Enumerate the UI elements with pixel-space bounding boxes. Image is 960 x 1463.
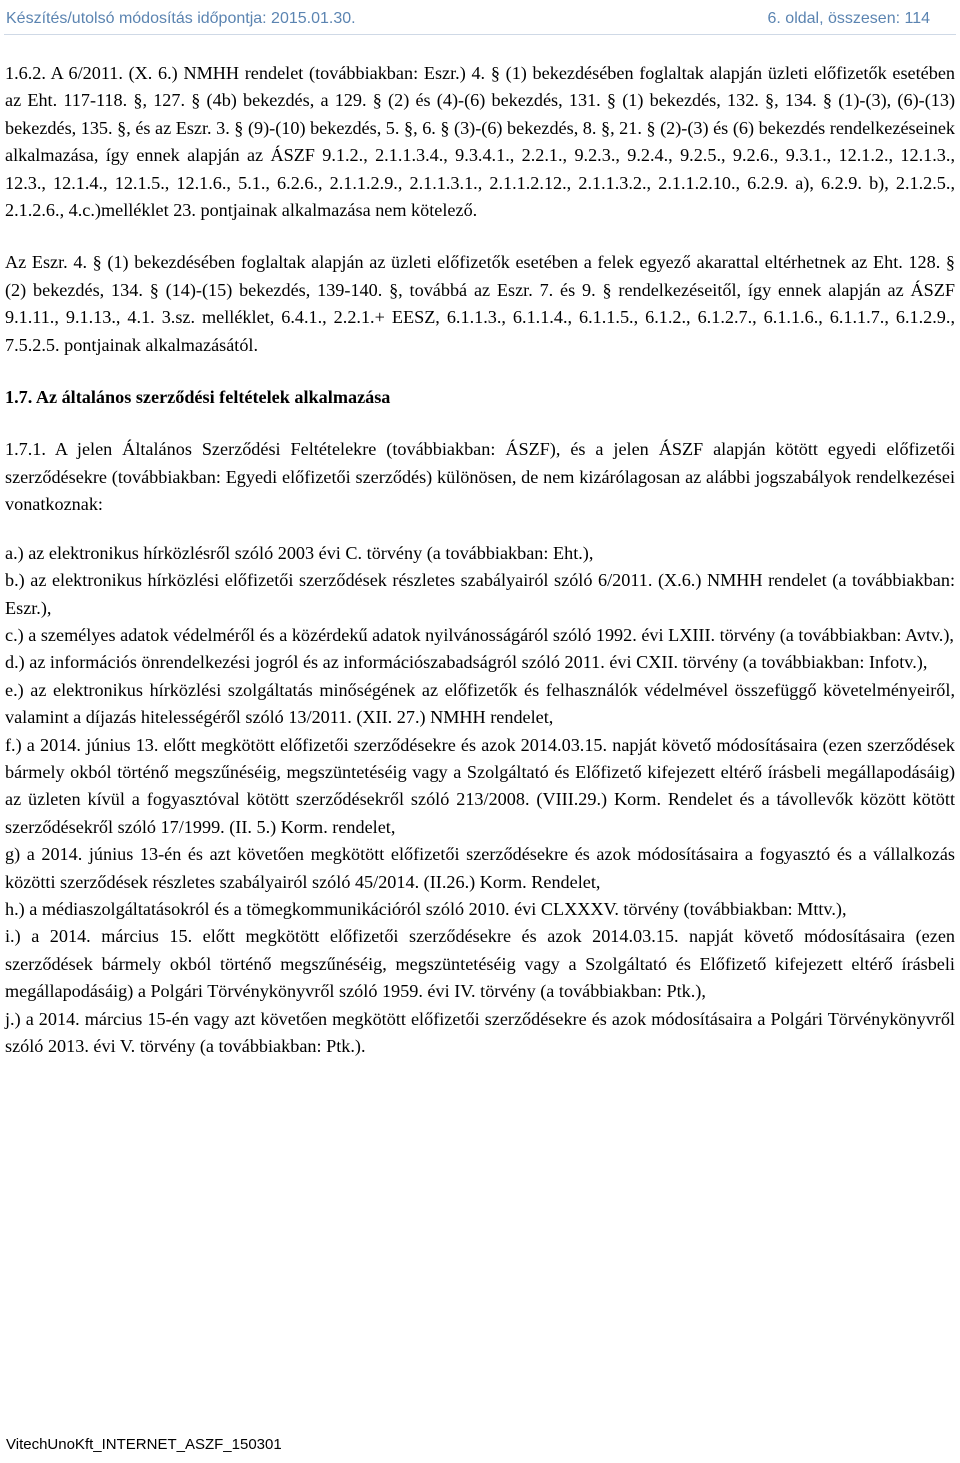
list-item: j.) a 2014. március 15-én vagy azt követően megkötött előfizetői szerződésekre és azok módosításaira a Polgári Törvénykönyvről szóló 2013. évi V. törvény (a továbbiakban: Ptk.). xyxy=(5,1008,955,1056)
list-item: i.) a 2014. március 15. előtt megkötött előfizetői szerződésekre és azok 2014.03.15. napját követő módosításaira (ezen szerződések bármely okból történő megszűnéséig, megszüntetéséig vagy a Szolgáltató és Előfizető kifejezett eltérő írásbeli megállapodásáig) a Polgári Törvénykönyvről szóló 1959. évi IV. törvény (a továbbiakban: Ptk.), xyxy=(5,926,955,1002)
paragraph-business-subscribers-deviations: Az Eszr. 4. § (1) bekezdésében foglaltak alapján az üzleti előfizetők esetében a felek egyező akarattal eltérhetnek az Eht. 128. § (2) bekezdés, 134. § (14)-(15) bekezdés, 139-140. §, továbbá az Eszr. 7. és 9. § rendelkezéseitől, így ennek alapján az ÁSZF 9.1.11., 9.1.13., 4.1. 3.sz. melléklet, 6.4.1., 2.2.1.+ EESZ, 6.1.1.3., 6.1.1.4., 6.1.1.5., 6.1.2., 6.1.2.7., 6.1.1.6., 6.1.1.7., 6.1.2.9., 7.5.2.5. pontjainak alkalmazásától. xyxy=(5,252,955,355)
list-item: g) a 2014. június 13-én és azt követően megkötött előfizetői szerződésekre és azok módosításaira a fogyasztó és a vállalkozás közötti szerződések részletes szabályairól szóló 45/2014. (II.26.) Korm. Rendelet, xyxy=(5,844,955,892)
paragraph-applicable-laws-intro: 1.7.1. A jelen Általános Szerződési Feltételekre (továbbiakban: ÁSZF), és a jelen ÁSZF alapján kötött egyedi előfizetői szerződésekre (továbbiakban: Egyedi előfizetői szerződés) különösen, de nem kizárólagosan az alábbi jogszabályok rendelkezései vonatkoznak: xyxy=(5,439,955,515)
applicable-laws-list xyxy=(5,540,955,1061)
list-item: b.) az elektronikus hírközlési előfizetői szerződések részletes szabályairól szóló 6/2011. (X.6.) NMHH rendelet (a továbbiakban: Eszr.), xyxy=(5,570,955,618)
section-heading-number: 1.7. xyxy=(5,387,33,408)
paragraph-business-subscribers-exemptions: 1.6.2. A 6/2011. (X. 6.) NMHH rendelet (továbbiakban: Eszr.) 4. § (1) bekezdésében foglaltak alapján üzleti előfizetők esetében az Eht. 117-118. §, 127. § (4b) bekezdés, a 129. § (2) és (4)-(6) bekezdés, 131. § (1) bekezdés, 132. §, 134. § (1)-(3), (6)-(13) bekezdés, 135. §, és az Eszr. 3. § (9)-(10) bekezdés, 5. §, 6. § (3)-(6) bekezdés, 8. §, 21. § (2)-(3) és (6) bekezdés rendelkezéseinek alkalmazása, így ennek alapján az ÁSZF 9.1.2., 2.1.1.3.4., 9.3.4.1., 2.2.1., 9.2.3., 9.2.4., 9.2.5., 9.2.6., 9.3.1., 12.1.2., 12.1.3., 12.3., 12.1.4., 12.1.5., 12.1.6., 5.1., 6.2.6., 2.1.1.2.9., 2.1.1.3.1., 2.1.1.2.12., 2.1.1.3.2., 2.1.1.2.10., 6.2.9. a), 6.2.9. b), 2.1.2.5., 2.1.2.6., 4.c.)melléklet 23. pontjainak alkalmazása nem kötelező. xyxy=(5,63,955,221)
header-divider xyxy=(4,34,956,35)
list-item: f.) a 2014. június 13. előtt megkötött előfizetői szerződésekre és azok 2014.03.15. napját követő módosításaira (ezen szerződések bármely okból történő megszűnéséig, megszüntetéséig vagy a Szolgáltató és Előfizető kifejezett eltérő írásbeli megállapodásáig) az üzleten kívül a fogyasztóval kötött szerződésekről szóló 213/2008. (VIII.29.) Korm. Rendelet és a távollevők között kötött szerződésekről szóló 17/1999. (II. 5.) Korm. rendelet, xyxy=(5,734,955,837)
list-item: d.) az információs önrendelkezési jogról és az információszabadságról szóló 2011. évi CXII. törvény (a továbbiakban: Infotv.), xyxy=(5,652,928,673)
modification-date-label: Készítés/utolsó módosítás időpontja: 2015.01.30. xyxy=(6,10,356,27)
page-counter: 6. oldal, összesen: 114 xyxy=(767,10,930,27)
list-item: e.) az elektronikus hírközlési szolgáltatás minőségének az előfizetők és felhasználók védelmével összefüggő követelményeiről, valamint a díjazás hitelességéről szóló 13/2011. (XII. 27.) NMHH rendelet, xyxy=(5,679,955,728)
list-item: a.) az elektronikus hírközlésről szóló 2003 évi C. törvény (a továbbiakban: Eht.), xyxy=(5,542,594,563)
section-heading xyxy=(5,384,955,411)
document-footer: VitechUnoKft_INTERNET_ASZF_150301 xyxy=(6,1436,282,1453)
document-body xyxy=(5,60,955,1060)
list-item: c.) a személyes adatok védelméről és a közérdekű adatok nyilvánosságáról szóló 1992. évi LXIII. törvény (a továbbiakban: Avtv.), xyxy=(5,624,954,645)
list-item: h.) a médiaszolgáltatásokról és a tömegkommunikációról szóló 2010. évi CLXXXV. törvény (továbbiakban: Mttv.), xyxy=(5,898,847,919)
section-heading-text: Az általános szerződési feltételek alkalmazása xyxy=(35,387,391,408)
page-header xyxy=(0,0,960,40)
